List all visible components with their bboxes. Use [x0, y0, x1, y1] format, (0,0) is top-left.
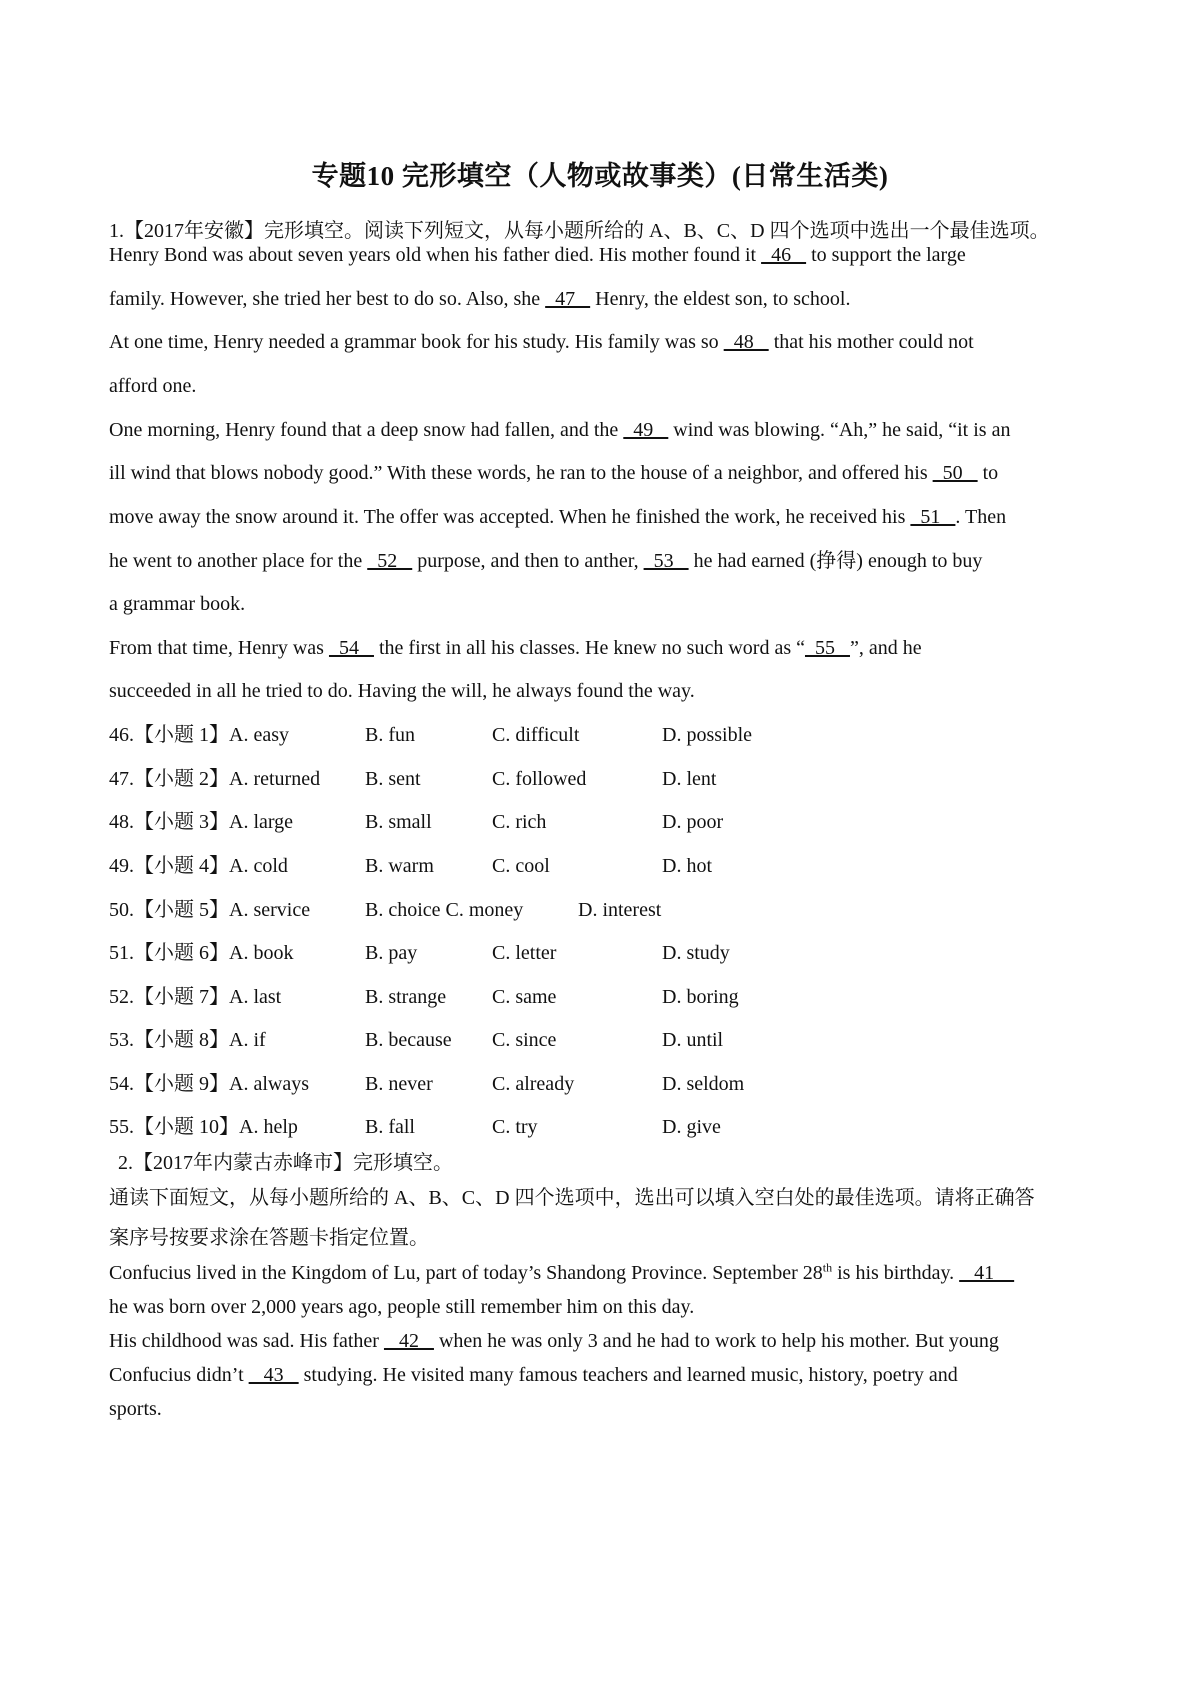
q1-passage-line-1: [109, 241, 966, 269]
passage-text: he went to another place for the: [109, 550, 368, 572]
option-d: D. lent: [662, 768, 717, 790]
option-d: D. boring: [662, 986, 739, 1008]
passage-text: One morning, Henry found that a deep snow had fallen, and the: [109, 419, 624, 441]
q2-intro: 2.【2017年内蒙古赤峰市】完形填空。: [118, 1152, 453, 1174]
blank-47: 47: [545, 288, 591, 310]
q2-instructions-line-2: 案序号按要求涂在答题卡指定位置。: [109, 1227, 429, 1249]
page-title: 专题10 完形填空（人物或故事类）(日常生活类): [311, 161, 889, 191]
option-d: D. seldom: [662, 1073, 745, 1095]
blank-46: 46: [761, 244, 807, 266]
passage-text: to support the large: [806, 244, 966, 266]
blank-42: 42: [383, 1330, 434, 1352]
passage-text: is his birthday.: [832, 1262, 960, 1284]
q1-passage-line-8: [109, 547, 982, 575]
option-c: C. already: [492, 1073, 575, 1095]
option-c: C. same: [492, 986, 557, 1008]
passage-text: purpose, and then to anther,: [412, 550, 644, 572]
passage-text: . Then: [955, 506, 1007, 528]
blank-43: 43: [248, 1364, 299, 1386]
option-label: 46.【小题 1】A. easy: [109, 724, 289, 746]
passage-text: ”, and he: [849, 637, 922, 659]
q2-passage-line-5: sports.: [109, 1398, 162, 1420]
option-c: C. difficult: [492, 724, 580, 746]
option-label: 52.【小题 7】A. last: [109, 986, 282, 1008]
option-label: 53.【小题 8】A. if: [109, 1029, 266, 1051]
passage-text: move away the snow around it. The offer was accepted. When he finished the work, he received his: [109, 506, 911, 528]
q2-passage-line-4: [109, 1361, 958, 1389]
q1-passage-line-5: [109, 416, 1010, 444]
passage-text: Henry, the eldest son, to school.: [590, 288, 851, 310]
option-d: D. study: [662, 942, 730, 964]
option-b: B. warm: [365, 855, 434, 877]
passage-text: Confucius lived in the Kingdom of Lu, part of today’s Shandong Province. September 28: [109, 1262, 823, 1284]
option-b: B. fall: [365, 1116, 415, 1138]
option-b: B. strange: [365, 986, 447, 1008]
passage-text: Henry Bond was about seven years old when his father died. His mother found it: [109, 244, 762, 266]
option-b: B. fun: [365, 724, 415, 746]
passage-text: From that time, Henry was: [109, 637, 329, 659]
option-c: C. since: [492, 1029, 557, 1051]
passage-text: the first in all his classes. He knew no such word as “: [373, 637, 805, 659]
q1-passage-line-10: [109, 634, 922, 662]
option-b: B. small: [365, 811, 432, 833]
option-c: C. try: [492, 1116, 538, 1138]
q1-intro: 1.【2017年安徽】完形填空。阅读下列短文，从每小题所给的 A、B、C、D 四个选项中选出一个最佳选项。: [109, 220, 1050, 242]
option-label: 54.【小题 9】A. always: [109, 1073, 309, 1095]
q1-passage-line-2: [109, 285, 850, 313]
option-b: B. sent: [365, 768, 421, 790]
blank-52: 52: [367, 550, 413, 572]
passage-text: when he was only 3 and he had to work to help his mother. But young: [433, 1330, 999, 1352]
option-label: 49.【小题 4】A. cold: [109, 855, 288, 877]
option-label: 55.【小题 10】A. help: [109, 1116, 298, 1138]
option-c: C. followed: [492, 768, 587, 790]
blank-49: 49: [623, 419, 669, 441]
option-b: B. choice C. money: [365, 899, 524, 921]
passage-text: studying. He visited many famous teachers and learned music, history, poetry and: [298, 1364, 958, 1386]
passage-text: he had earned (挣得) enough to buy: [688, 550, 983, 572]
option-label: 48.【小题 3】A. large: [109, 811, 294, 833]
q2-passage-line-2: he was born over 2,000 years ago, people still remember him on this day.: [109, 1296, 695, 1318]
passage-text: His childhood was sad. His father: [109, 1330, 384, 1352]
blank-50: 50: [932, 462, 978, 484]
blank-48: 48: [723, 331, 769, 353]
q1-passage-line-6: [109, 459, 998, 487]
q1-passage-line-3: [109, 328, 974, 356]
option-d: D. interest: [578, 899, 662, 921]
option-b: B. pay: [365, 942, 418, 964]
option-label: 51.【小题 6】A. book: [109, 942, 294, 964]
q1-passage-line-11: succeeded in all he tried to do. Having the will, he always found the way.: [109, 680, 695, 702]
option-b: B. because: [365, 1029, 452, 1051]
blank-54: 54: [328, 637, 374, 659]
q1-passage-line-7: [109, 503, 1006, 531]
blank-55: 55: [804, 637, 850, 659]
option-label: 47.【小题 2】A. returned: [109, 768, 321, 790]
q2-passage-line-3: [109, 1327, 999, 1355]
passage-text: that his mother could not: [768, 331, 974, 353]
option-d: D. until: [662, 1029, 724, 1051]
option-d: D. poor: [662, 811, 724, 833]
q1-passage-line-4: afford one.: [109, 375, 197, 397]
option-d: D. hot: [662, 855, 712, 877]
passage-text: to: [977, 462, 999, 484]
blank-41: 41: [959, 1262, 1015, 1284]
passage-text: family. However, she tried her best to do so. Also, she: [109, 288, 546, 310]
passage-text: wind was blowing. “Ah,” he said, “it is an: [668, 419, 1011, 441]
blank-53: 53: [643, 550, 689, 572]
option-d: D. give: [662, 1116, 721, 1138]
blank-51: 51: [910, 506, 956, 528]
option-c: C. letter: [492, 942, 557, 964]
q1-passage-line-9: a grammar book.: [109, 593, 246, 615]
passage-text: At one time, Henry needed a grammar book for his study. His family was so: [109, 331, 724, 353]
option-c: C. rich: [492, 811, 547, 833]
passage-text: ill wind that blows nobody good.” With these words, he ran to the house of a neighbor, and offered his: [109, 462, 933, 484]
q2-instructions-line-1: 通读下面短文，从每小题所给的 A、B、C、D 四个选项中，选出可以填入空白处的最佳选项。请将正确答: [109, 1187, 1035, 1209]
ordinal-suffix: th: [822, 1260, 833, 1275]
option-c: C. cool: [492, 855, 550, 877]
q2-passage-line-1: [109, 1259, 1014, 1287]
option-label: 50.【小题 5】A. service: [109, 899, 311, 921]
option-b: B. never: [365, 1073, 433, 1095]
passage-text: Confucius didn’t: [109, 1364, 249, 1386]
option-d: D. possible: [662, 724, 752, 746]
